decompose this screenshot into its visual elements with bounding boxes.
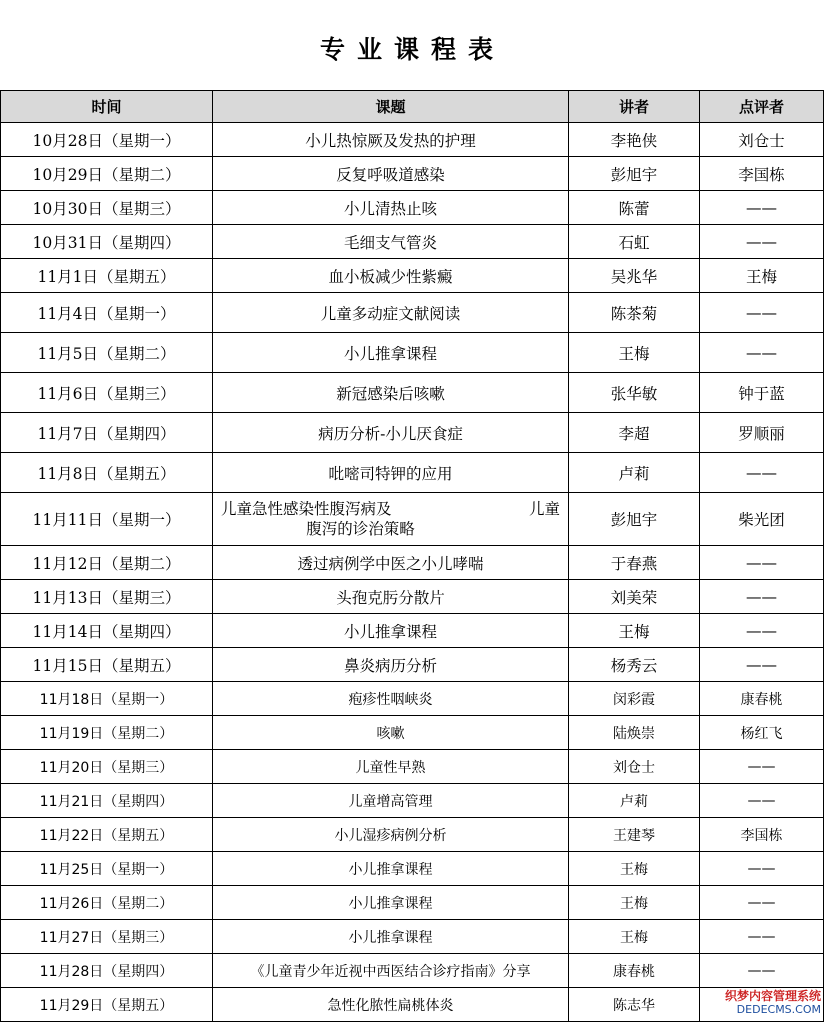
table-row	[1, 259, 824, 293]
table-row	[1, 920, 824, 954]
table-row	[1, 716, 824, 750]
topic-cell: 小儿推拿课程	[213, 886, 569, 920]
reviewer-cell: ——	[700, 750, 824, 784]
speaker-cell: 刘仓士	[569, 750, 700, 784]
topic-text-b: 儿童	[528, 500, 560, 518]
table-row	[1, 614, 824, 648]
speaker-cell: 于春燕	[569, 546, 700, 580]
table-row	[1, 225, 824, 259]
topic-cell: 头孢克肟分散片	[213, 580, 569, 614]
schedule-table	[0, 90, 824, 1022]
speaker-cell: 王梅	[569, 333, 700, 373]
topic-cell: 儿童多动症文献阅读	[213, 293, 569, 333]
table-row	[1, 333, 824, 373]
topic-text-a: 儿童急性感染性腹泻病及	[221, 500, 392, 518]
topic-cell: 毛细支气管炎	[213, 225, 569, 259]
time-cell: 11月27日（星期三）	[1, 920, 213, 954]
topic-cell: 小儿热惊厥及发热的护理	[213, 123, 569, 157]
table-row	[1, 453, 824, 493]
table-row	[1, 648, 824, 682]
reviewer-cell: 刘仓士	[700, 123, 824, 157]
time-cell: 11月12日（星期二）	[1, 546, 213, 580]
time-cell: 11月11日（星期一）	[1, 493, 213, 546]
table-header-row	[1, 91, 824, 123]
topic-cell: 小儿推拿课程	[213, 920, 569, 954]
table-row	[1, 580, 824, 614]
speaker-cell: 王梅	[569, 886, 700, 920]
reviewer-cell: ——	[700, 580, 824, 614]
speaker-cell: 闵彩霞	[569, 682, 700, 716]
speaker-cell: 陈蕾	[569, 191, 700, 225]
table-row	[1, 886, 824, 920]
reviewer-cell: ——	[700, 920, 824, 954]
reviewer-cell: 罗顺丽	[700, 413, 824, 453]
time-cell: 11月7日（星期四）	[1, 413, 213, 453]
reviewer-cell: 柴光团	[700, 493, 824, 546]
time-cell: 11月15日（星期五）	[1, 648, 213, 682]
table-row	[1, 818, 824, 852]
topic-cell: 疱疹性咽峡炎	[213, 682, 569, 716]
speaker-cell: 陈茶菊	[569, 293, 700, 333]
speaker-cell: 李超	[569, 413, 700, 453]
reviewer-cell: ——	[700, 546, 824, 580]
table-row	[1, 988, 824, 1022]
table-row	[1, 493, 824, 546]
table-row	[1, 852, 824, 886]
time-cell: 11月4日（星期一）	[1, 293, 213, 333]
time-cell: 10月31日（星期四）	[1, 225, 213, 259]
reviewer-cell: ——	[700, 648, 824, 682]
speaker-cell: 刘美荣	[569, 580, 700, 614]
time-cell: 11月19日（星期二）	[1, 716, 213, 750]
reviewer-cell: ——	[700, 191, 824, 225]
time-cell: 11月22日（星期五）	[1, 818, 213, 852]
speaker-cell: 李艳侠	[569, 123, 700, 157]
topic-cell: 吡嘧司特钾的应用	[213, 453, 569, 493]
topic-cell: 小儿清热止咳	[213, 191, 569, 225]
speaker-cell: 康春桃	[569, 954, 700, 988]
header-time: 时间	[1, 91, 213, 123]
speaker-cell: 王梅	[569, 852, 700, 886]
reviewer-cell: ——	[700, 225, 824, 259]
reviewer-cell: 钟于蓝	[700, 373, 824, 413]
time-cell: 11月25日（星期一）	[1, 852, 213, 886]
topic-cell: 反复呼吸道感染	[213, 157, 569, 191]
topic-cell: 咳嗽	[213, 716, 569, 750]
reviewer-cell: 李国栋	[700, 157, 824, 191]
header-topic: 课题	[213, 91, 569, 123]
topic-cell: 病历分析-小儿厌食症	[213, 413, 569, 453]
topic-cell: 小儿推拿课程	[213, 333, 569, 373]
reviewer-cell: 李国栋	[700, 818, 824, 852]
speaker-cell: 彭旭宇	[569, 157, 700, 191]
speaker-cell: 王梅	[569, 614, 700, 648]
watermark-line-2: DEDECMS.COM	[736, 1003, 821, 1016]
time-cell: 10月30日（星期三）	[1, 191, 213, 225]
time-cell: 11月13日（星期三）	[1, 580, 213, 614]
reviewer-cell: ——	[700, 614, 824, 648]
time-cell: 11月1日（星期五）	[1, 259, 213, 293]
time-cell: 11月14日（星期四）	[1, 614, 213, 648]
time-cell: 10月28日（星期一）	[1, 123, 213, 157]
topic-cell: 鼻炎病历分析	[213, 648, 569, 682]
topic-cell: 儿童增高管理	[213, 784, 569, 818]
time-cell: 10月29日（星期二）	[1, 157, 213, 191]
table-row	[1, 784, 824, 818]
header-reviewer: 点评者	[700, 91, 824, 123]
reviewer-cell: 杨红飞	[700, 716, 824, 750]
speaker-cell: 杨秀云	[569, 648, 700, 682]
table-row	[1, 373, 824, 413]
topic-cell: 小儿推拿课程	[213, 614, 569, 648]
watermark-line-1: 织梦内容管理系统	[724, 989, 821, 1003]
reviewer-cell: ——	[700, 333, 824, 373]
speaker-cell: 卢莉	[569, 453, 700, 493]
speaker-cell: 彭旭宇	[569, 493, 700, 546]
reviewer-cell: ——	[700, 886, 824, 920]
reviewer-cell: ——	[700, 453, 824, 493]
topic-line-1	[221, 499, 560, 519]
table-row	[1, 293, 824, 333]
topic-cell	[213, 493, 569, 546]
topic-cell: 透过病例学中医之小儿哮喘	[213, 546, 569, 580]
reviewer-cell: ——	[700, 293, 824, 333]
topic-line-2: 腹泻的诊治策略	[306, 520, 415, 538]
watermark	[713, 989, 821, 1019]
topic-cell: 小儿推拿课程	[213, 852, 569, 886]
speaker-cell: 石虹	[569, 225, 700, 259]
speaker-cell: 张华敏	[569, 373, 700, 413]
table-row	[1, 413, 824, 453]
time-cell: 11月8日（星期五）	[1, 453, 213, 493]
time-cell: 11月6日（星期三）	[1, 373, 213, 413]
table-row	[1, 546, 824, 580]
topic-cell: 新冠感染后咳嗽	[213, 373, 569, 413]
topic-cell: 小儿湿疹病例分析	[213, 818, 569, 852]
speaker-cell: 王梅	[569, 920, 700, 954]
speaker-cell: 吴兆华	[569, 259, 700, 293]
time-cell: 11月29日（星期五）	[1, 988, 213, 1022]
speaker-cell: 卢莉	[569, 784, 700, 818]
topic-cell: 急性化脓性扁桃体炎	[213, 988, 569, 1022]
table-row	[1, 157, 824, 191]
time-cell: 11月28日（星期四）	[1, 954, 213, 988]
time-cell: 11月20日（星期三）	[1, 750, 213, 784]
reviewer-cell: 王梅	[700, 259, 824, 293]
speaker-cell: 陈志华	[569, 988, 700, 1022]
page-title: 专业课程表	[319, 35, 505, 64]
time-cell: 11月21日（星期四）	[1, 784, 213, 818]
header-speaker: 讲者	[569, 91, 700, 123]
topic-cell: 《儿童青少年近视中西医结合诊疗指南》分享	[213, 954, 569, 988]
topic-cell: 儿童性早熟	[213, 750, 569, 784]
reviewer-cell: ——	[700, 954, 824, 988]
topic-cell: 血小板减少性紫癜	[213, 259, 569, 293]
time-cell: 11月26日（星期二）	[1, 886, 213, 920]
time-cell: 11月5日（星期二）	[1, 333, 213, 373]
table-row	[1, 750, 824, 784]
table-row	[1, 191, 824, 225]
speaker-cell: 王建琴	[569, 818, 700, 852]
reviewer-cell: 康春桃	[700, 682, 824, 716]
reviewer-cell: ——	[700, 784, 824, 818]
time-cell: 11月18日（星期一）	[1, 682, 213, 716]
reviewer-cell: ——	[700, 852, 824, 886]
table-row	[1, 123, 824, 157]
speaker-cell: 陆焕崇	[569, 716, 700, 750]
table-row	[1, 954, 824, 988]
table-row	[1, 682, 824, 716]
